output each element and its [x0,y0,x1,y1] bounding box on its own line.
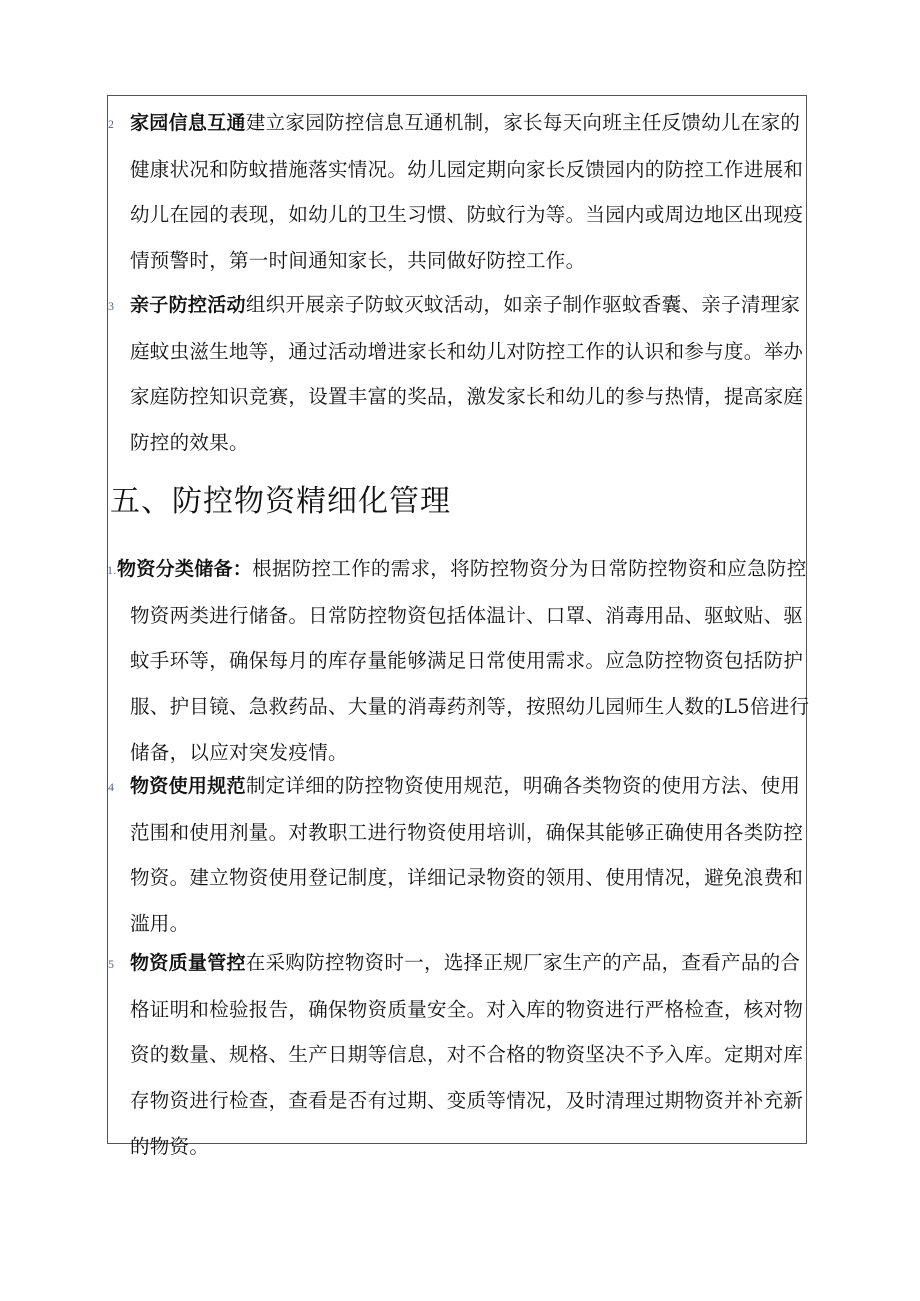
list-item-supply-usage [108,763,810,947]
item-number: 1. [107,563,117,577]
item-lead: 物资分类储备： [117,558,253,580]
list-item-supply-quality [108,940,810,1170]
list-item-home-communication [108,100,810,284]
item-number: 5 [108,957,115,971]
item-number: 4 [108,780,115,794]
item-lead: 家园信息互通 [130,112,246,134]
item-text: 根据防控工作的需求，将防控物资分为日常防控物资和应急防控物资两类进行储备。日常防控物资包括体温计、口罩、消毒用品、驱蚊贴、驱蚊手环等，确保每月的库存量能够满足日常使用需求。应急防控物资包括防护服、护目镜、急救药品、大量的消毒药剂等，按照幼儿园师生人数的L5倍进行储备，以应对突发疫情。 [130,557,810,764]
item-text: 制定详细的防控物资使用规范，明确各类物资的使用方法、使用范围和使用剂量。对教职工进行物资使用培训，确保其能够正确使用各类防控物资。建立物资使用登记制度，详细记录物资的领用、使用情况，避免浪费和滥用。 [130,774,804,936]
item-text: 在采购防控物资时一，选择正规厂家生产的产品，查看产品的合格证明和检验报告，确保物资质量安全。对入库的物资进行严格检查，核对物资的数量、规格、生产日期等信息，对不合格的物资坚决不予入库。定期对库存物资进行检查，查看是否有过期、变质等情况，及时清理过期物资并补充新的物资。 [130,951,804,1158]
item-text: 建立家园防控信息互通机制，家长每天向班主任反馈幼儿在家的健康状况和防蚊措施落实情况。幼儿园定期向家长反馈园内的防控工作进展和幼儿在园的表现，如幼儿的卫生习惯、防蚊行为等。当园内或周边地区出现疫情预警时，第一时间通知家长，共同做好防控工作。 [130,111,804,273]
item-lead: 物资质量管控 [130,952,246,974]
section-heading: 五、防控物资精细化管理 [110,484,451,519]
list-item-supply-reserve [107,546,810,776]
item-text: 组织开展亲子防蚊灭蚊活动，如亲子制作驱蚊香囊、亲子清理家庭蚊虫滋生地等，通过活动增进家长和幼儿对防控工作的认识和参与度。举办家庭防控知识竞赛，设置丰富的奖品，激发家长和幼儿的参与热情，提高家庭防控的效果。 [130,293,804,455]
item-number: 3 [108,299,115,313]
item-lead: 物资使用规范 [130,775,246,797]
item-lead: 亲子防控活动 [130,294,246,316]
item-number: 2 [108,117,115,131]
list-item-parent-child-activity [108,282,810,466]
